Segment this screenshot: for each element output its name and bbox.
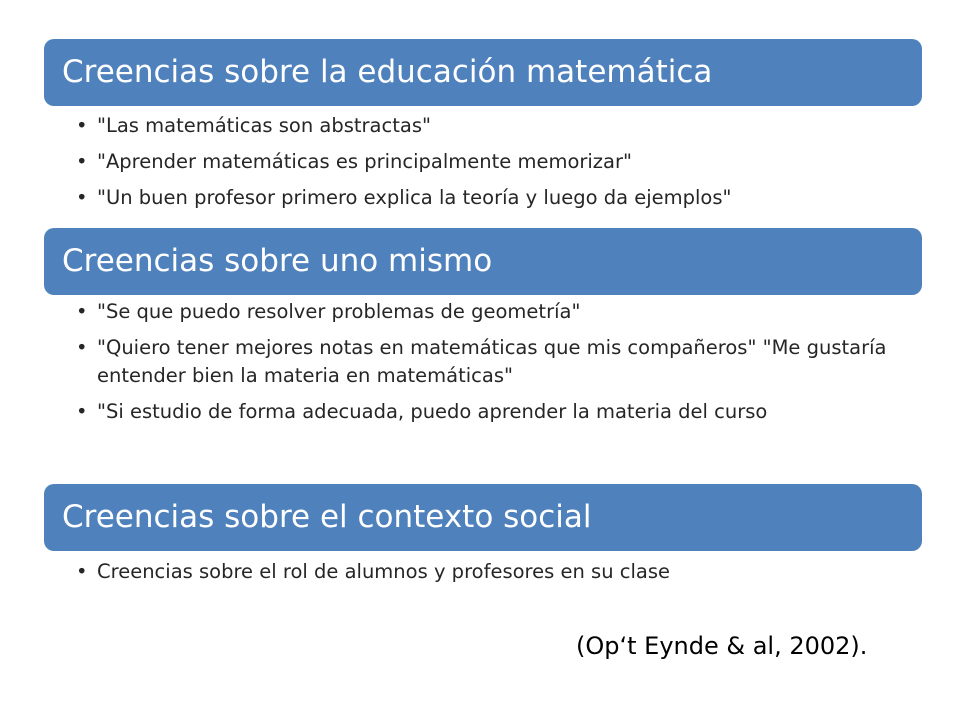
bullet-icon: • — [76, 300, 88, 323]
list-item-text: "Aprender matemáticas es principalmente memorizar" — [97, 150, 632, 173]
citation: (Op‘t Eynde & al, 2002). — [576, 632, 868, 660]
list-item — [76, 398, 916, 426]
section-header-social: Creencias sobre el contexto social — [44, 484, 922, 551]
bullet-icon: • — [76, 560, 88, 583]
list-item — [76, 184, 916, 212]
list-item-text: Creencias sobre el rol de alumnos y profesores en su clase — [97, 560, 670, 583]
list-item-text: "Quiero tener mejores notas en matemáticas que mis compañeros" "Me gustaría entender bien la materia en matemáticas" — [97, 336, 887, 387]
bullet-list-social — [76, 558, 916, 594]
section-header-self: Creencias sobre uno mismo — [44, 228, 922, 295]
bullet-icon: • — [76, 186, 88, 209]
bullet-icon: • — [76, 400, 88, 423]
list-item-text: "Si estudio de forma adecuada, puedo aprender la materia del curso — [97, 400, 768, 423]
list-item — [76, 558, 916, 586]
list-item-text: "Las matemáticas son abstractas" — [97, 114, 431, 137]
bullet-icon: • — [76, 336, 88, 359]
list-item — [76, 334, 916, 390]
list-item — [76, 298, 916, 326]
list-item — [76, 148, 916, 176]
bullet-list-self — [76, 298, 916, 434]
bullet-list-education — [76, 112, 916, 220]
list-item — [76, 112, 916, 140]
list-item-text: "Se que puedo resolver problemas de geometría" — [97, 300, 581, 323]
bullet-icon: • — [76, 114, 88, 137]
bullet-icon: • — [76, 150, 88, 173]
section-header-education: Creencias sobre la educación matemática — [44, 39, 922, 106]
list-item-text: "Un buen profesor primero explica la teoría y luego da ejemplos" — [97, 186, 732, 209]
